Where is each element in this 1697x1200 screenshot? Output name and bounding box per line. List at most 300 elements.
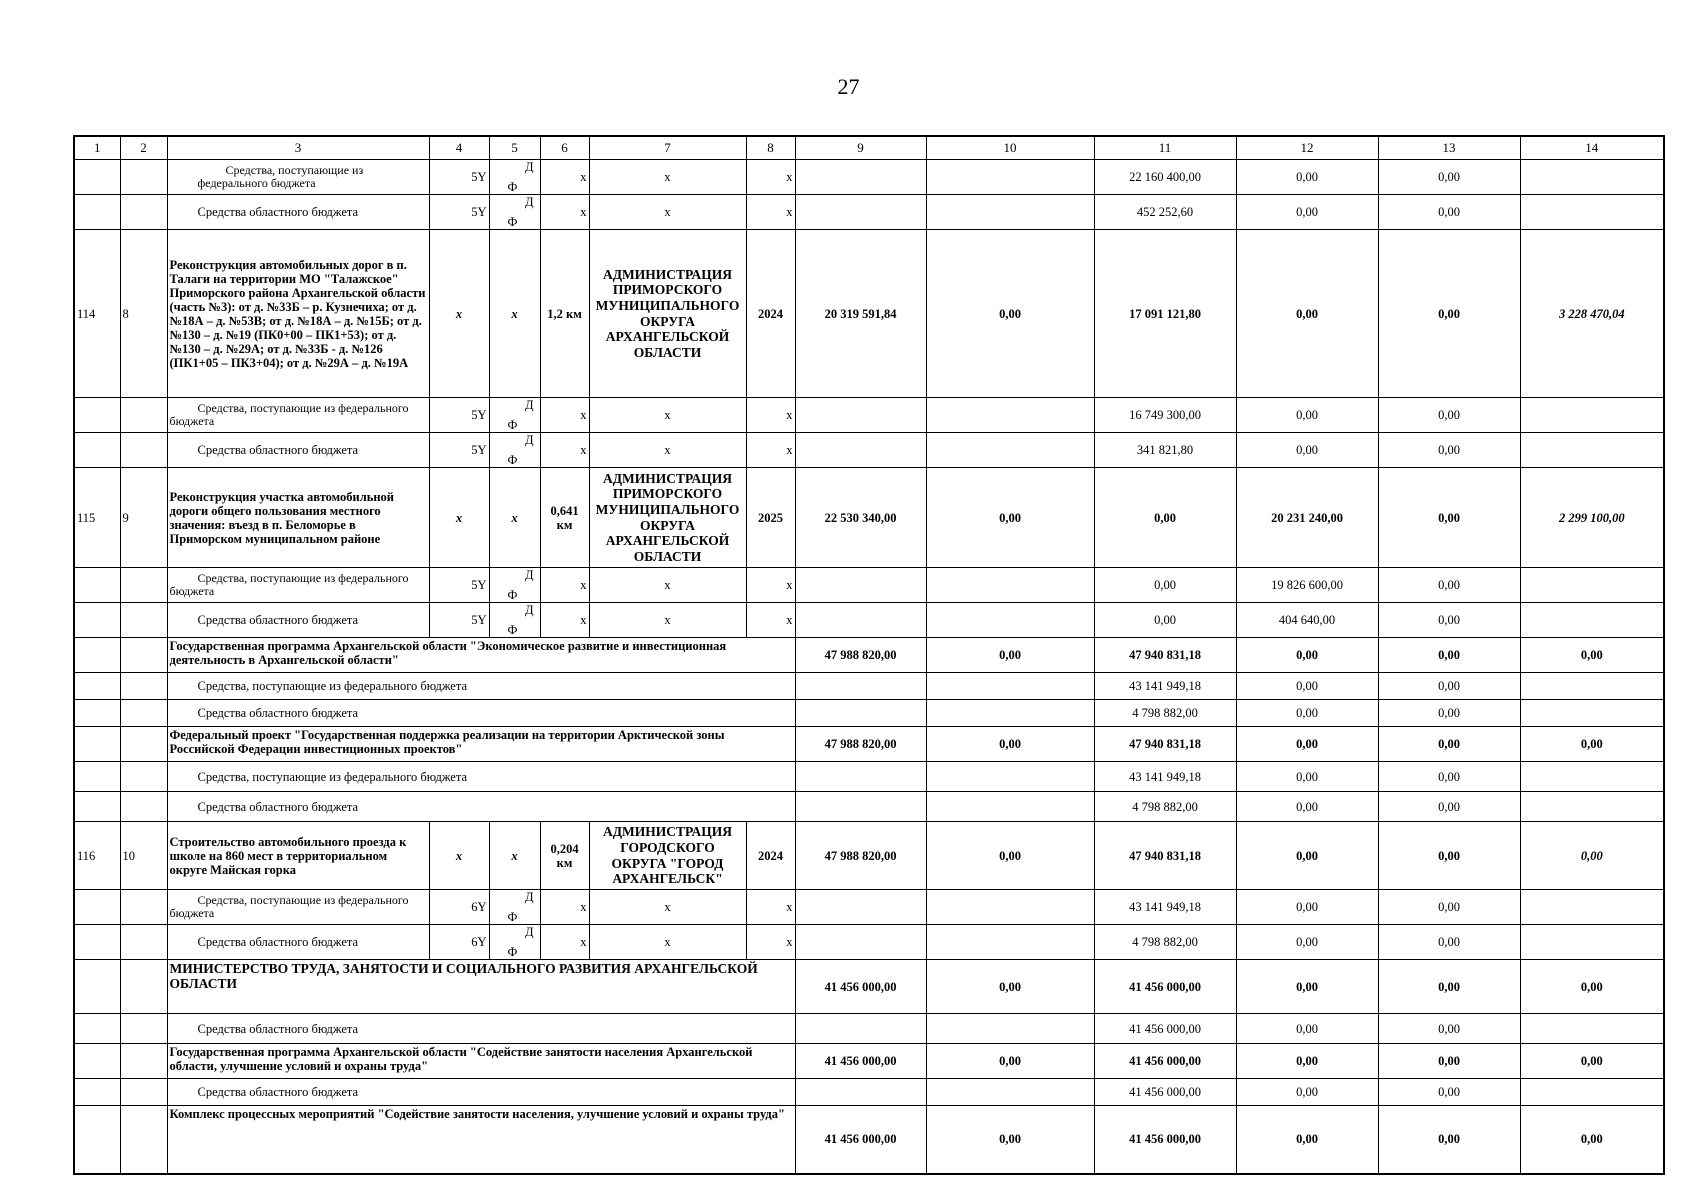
funding-source-label: Средства областного бюджета: [167, 925, 429, 960]
amount-cell: 0,00: [1520, 638, 1664, 673]
amount-cell: 20 319 591,84: [795, 230, 926, 398]
cell: [74, 160, 120, 195]
cell: [74, 960, 120, 1014]
amount-cell: 0,00: [1378, 195, 1520, 230]
amount-cell: 341 821,80: [1094, 433, 1236, 468]
code-cell: 5Y: [429, 603, 489, 638]
amount-cell: 0,00: [1236, 700, 1378, 727]
amount-cell: 4 798 882,00: [1094, 925, 1236, 960]
cell: [74, 727, 120, 762]
amount-cell: 0,00: [1378, 433, 1520, 468]
cell: [1520, 792, 1664, 822]
amount-cell: 47 940 831,18: [1094, 727, 1236, 762]
column-header: 3: [167, 136, 429, 160]
x-cell: x: [489, 230, 540, 398]
cell: [74, 1106, 120, 1174]
x-cell: x: [540, 160, 589, 195]
cell: [120, 960, 167, 1014]
cell: [1520, 603, 1664, 638]
object-name: Строительство автомобильного проезда к школе на 860 мест в территориальном округе Майская горка: [167, 822, 429, 890]
d-letter: Д: [524, 195, 534, 209]
x-cell: x: [429, 468, 489, 568]
year-cell: 2024: [746, 822, 795, 890]
cell: [926, 603, 1094, 638]
column-header: 2: [120, 136, 167, 160]
cell: [120, 890, 167, 925]
x-cell: x: [589, 398, 746, 433]
x-cell: x: [589, 195, 746, 230]
amount-cell: 0,00: [1378, 230, 1520, 398]
object-name: Реконструкция участка автомобильной дороги общего пользования местного значения: въезд в п. Беломорье в Приморском муниципальном районе: [167, 468, 429, 568]
amount-cell: 0,00: [926, 822, 1094, 890]
amount-cell: 0,00: [1520, 960, 1664, 1014]
project-row: [74, 468, 1664, 568]
cell: [120, 700, 167, 727]
x-cell: x: [746, 568, 795, 603]
x-cell: x: [540, 890, 589, 925]
cell: [74, 638, 120, 673]
cell: [795, 1079, 926, 1106]
amount-cell: 16 749 300,00: [1094, 398, 1236, 433]
x-cell: x: [540, 568, 589, 603]
amount-cell: 0,00: [1378, 1014, 1520, 1044]
column-header: 6: [540, 136, 589, 160]
header-row: [74, 136, 1664, 160]
table-row: [74, 398, 1664, 433]
amount-cell: 0,00: [1236, 727, 1378, 762]
cell: [926, 925, 1094, 960]
cell: [120, 925, 167, 960]
amount-cell: 0,00: [1094, 603, 1236, 638]
code-cell: 6Y: [429, 925, 489, 960]
amount-cell: 0,00: [1520, 822, 1664, 890]
amount-cell: 22 160 400,00: [1094, 160, 1236, 195]
cell: [120, 727, 167, 762]
program-row: [74, 727, 1664, 762]
amount-cell: 0,00: [1236, 638, 1378, 673]
funding-source-text: Средства, поступающие из федерального бюджета: [169, 400, 409, 428]
d-letter: Д: [524, 890, 534, 904]
cell: [74, 700, 120, 727]
amount-cell: 0,00: [1378, 603, 1520, 638]
amount-cell: 0,00: [1094, 468, 1236, 568]
code-cell: 5Y: [429, 398, 489, 433]
cell: [926, 433, 1094, 468]
cell: [795, 398, 926, 433]
amount-cell: 0,00: [1236, 822, 1378, 890]
cell: [795, 433, 926, 468]
amount-cell: 43 141 949,18: [1094, 762, 1236, 792]
amount-cell: 0,00: [1236, 890, 1378, 925]
amount-cell: 0,00: [1236, 195, 1378, 230]
code-cell: 6Y: [429, 890, 489, 925]
cell: [795, 673, 926, 700]
column-header: 13: [1378, 136, 1520, 160]
amount-cell: 3 228 470,04: [1520, 230, 1664, 398]
x-cell: x: [489, 822, 540, 890]
x-cell: x: [589, 925, 746, 960]
cell: [120, 673, 167, 700]
amount-cell: 0,00: [1378, 1044, 1520, 1079]
cell: [795, 195, 926, 230]
f-letter: Ф: [507, 180, 518, 194]
cell: [926, 762, 1094, 792]
f-letter: Ф: [507, 910, 518, 924]
d-letter: Д: [524, 568, 534, 582]
amount-cell: 0,00: [926, 1044, 1094, 1079]
amount-cell: 0,00: [926, 1106, 1094, 1174]
cell: [120, 195, 167, 230]
amount-cell: 22 530 340,00: [795, 468, 926, 568]
amount-cell: 2 299 100,00: [1520, 468, 1664, 568]
amount-cell: 0,00: [1236, 1079, 1378, 1106]
cell: [795, 792, 926, 822]
cell: [120, 160, 167, 195]
cell: [74, 890, 120, 925]
amount-cell: 17 091 121,80: [1094, 230, 1236, 398]
cell: [74, 568, 120, 603]
amount-cell: 41 456 000,00: [1094, 1014, 1236, 1044]
column-header: 11: [1094, 136, 1236, 160]
object-name: Реконструкция автомобильных дорог в п. Талаги на территории МО "Талажское" Приморского района Архангельской области (часть №3): от д. №33Б – р. Кузнечиха; от д. №18А – д. №53В; от д. №18А – д. №15Б; от д. №130 – д. №19 (ПК0+00 – ПК1+53); от д. №130 – д. №29А; от д. №33Б - д. №126 (ПК1+05 – ПК3+04); от д. №29А – д. №19А: [167, 230, 429, 398]
funding-source-label: Средства областного бюджета: [167, 1014, 795, 1044]
amount-cell: 0,00: [1378, 1106, 1520, 1174]
amount-cell: 0,00: [1236, 1044, 1378, 1079]
amount-cell: 43 141 949,18: [1094, 890, 1236, 925]
cell: [120, 1014, 167, 1044]
cell: [120, 762, 167, 792]
x-cell: x: [746, 195, 795, 230]
x-cell: x: [540, 398, 589, 433]
cell: [795, 1014, 926, 1044]
amount-cell: 41 456 000,00: [1094, 960, 1236, 1014]
amount-cell: 452 252,60: [1094, 195, 1236, 230]
amount-cell: 0,00: [1378, 925, 1520, 960]
amount-cell: 0,00: [1236, 792, 1378, 822]
cell: [120, 433, 167, 468]
amount-cell: 404 640,00: [1236, 603, 1378, 638]
cell: [1520, 433, 1664, 468]
x-cell: x: [589, 603, 746, 638]
amount-cell: 0,00: [1378, 960, 1520, 1014]
amount-cell: 41 456 000,00: [795, 1044, 926, 1079]
amount-cell: 0,00: [1378, 568, 1520, 603]
f-letter: Ф: [507, 945, 518, 959]
amount-cell: 41 456 000,00: [795, 1106, 926, 1174]
df-cell: [489, 433, 540, 468]
amount-cell: 41 456 000,00: [1094, 1106, 1236, 1174]
amount-cell: 0,00: [1236, 230, 1378, 398]
amount-cell: 0,00: [1378, 727, 1520, 762]
funding-source-label: Средства, поступающие из федерального бюджета: [167, 762, 795, 792]
program-title: Федеральный проект "Государственная поддержка реализации на территории Арктической зоны Российской Федерации инвестиционных проектов": [167, 727, 795, 762]
x-cell: x: [429, 822, 489, 890]
amount-cell: 41 456 000,00: [795, 960, 926, 1014]
cell: [795, 700, 926, 727]
budget-table: [73, 135, 1665, 1175]
page-number: 27: [837, 74, 860, 99]
amount-cell: 41 456 000,00: [1094, 1079, 1236, 1106]
column-header: 5: [489, 136, 540, 160]
df-cell: [489, 398, 540, 433]
table-row: [74, 195, 1664, 230]
amount-cell: 19 826 600,00: [1236, 568, 1378, 603]
amount-cell: 0,00: [1236, 398, 1378, 433]
cell: [1520, 398, 1664, 433]
cell: [74, 762, 120, 792]
cell: [74, 195, 120, 230]
f-letter: Ф: [507, 418, 518, 432]
d-letter: Д: [524, 603, 534, 617]
amount-cell: 0,00: [1236, 925, 1378, 960]
amount-cell: 0,00: [1236, 762, 1378, 792]
amount-cell: 0,00: [1236, 1106, 1378, 1174]
cell: [795, 568, 926, 603]
organization-cell: АДМИНИСТРАЦИЯ ГОРОДСКОГО ОКРУГА "ГОРОД АРХАНГЕЛЬСК": [589, 822, 746, 890]
table-row: [74, 700, 1664, 727]
f-letter: Ф: [507, 623, 518, 637]
funding-source-text: Средства, поступающие из федерального бюджета: [169, 892, 409, 920]
amount-cell: 0,00: [1520, 1106, 1664, 1174]
cell: [1520, 762, 1664, 792]
x-cell: x: [746, 433, 795, 468]
df-cell: [489, 195, 540, 230]
cell: [74, 433, 120, 468]
program-title: Государственная программа Архангельской области "Содействие занятости населения Архангельской области, улучшение условий и охраны труда": [167, 1044, 795, 1079]
program-title: Комплекс процессных мероприятий "Содействие занятости населения, улучшение условий и охраны труда": [167, 1106, 795, 1174]
amount-cell: 41 456 000,00: [1094, 1044, 1236, 1079]
funding-source-label: Средства областного бюджета: [167, 792, 795, 822]
program-row: [74, 638, 1664, 673]
cell: [926, 568, 1094, 603]
table-row: [74, 1079, 1664, 1106]
amount-cell: 0,00: [1378, 398, 1520, 433]
year-cell: 2024: [746, 230, 795, 398]
cell: [120, 1079, 167, 1106]
cell: [926, 195, 1094, 230]
table-row: [74, 890, 1664, 925]
x-cell: x: [429, 230, 489, 398]
column-header: 7: [589, 136, 746, 160]
amount-cell: 0,00: [1378, 822, 1520, 890]
x-cell: x: [746, 925, 795, 960]
table-row: [74, 925, 1664, 960]
amount-cell: 0,00: [1378, 762, 1520, 792]
cell: [74, 398, 120, 433]
amount-cell: 0,00: [1378, 638, 1520, 673]
cell: [74, 603, 120, 638]
amount-cell: 0,00: [1378, 792, 1520, 822]
length-cell: 0,204 км: [540, 822, 589, 890]
df-cell: [489, 160, 540, 195]
d-letter: Д: [524, 398, 534, 412]
cell: [926, 1079, 1094, 1106]
cell: [120, 638, 167, 673]
amount-cell: 0,00: [1378, 160, 1520, 195]
row-number: 114: [74, 230, 120, 398]
cell: [1520, 195, 1664, 230]
project-row: [74, 230, 1664, 398]
amount-cell: 0,00: [1236, 960, 1378, 1014]
funding-source-label: [167, 398, 429, 433]
table-row: [74, 603, 1664, 638]
amount-cell: 4 798 882,00: [1094, 792, 1236, 822]
x-cell: x: [489, 468, 540, 568]
df-cell: [489, 890, 540, 925]
amount-cell: 47 988 820,00: [795, 822, 926, 890]
cell: [74, 792, 120, 822]
df-cell: [489, 568, 540, 603]
cell: [1520, 890, 1664, 925]
ministry-row: [74, 960, 1664, 1014]
funding-source-label: Средства областного бюджета: [167, 433, 429, 468]
amount-cell: 0,00: [926, 727, 1094, 762]
cell: [1520, 925, 1664, 960]
x-cell: x: [589, 890, 746, 925]
amount-cell: 43 141 949,18: [1094, 673, 1236, 700]
cell: [1520, 1079, 1664, 1106]
row-subnumber: 8: [120, 230, 167, 398]
column-header: 8: [746, 136, 795, 160]
column-header: 14: [1520, 136, 1664, 160]
organization-cell: АДМИНИСТРАЦИЯ ПРИМОРСКОГО МУНИЦИПАЛЬНОГО ОКРУГА АРХАНГЕЛЬСКОЙ ОБЛАСТИ: [589, 468, 746, 568]
cell: [926, 792, 1094, 822]
amount-cell: 0,00: [1378, 468, 1520, 568]
funding-source-label: Средства областного бюджета: [167, 603, 429, 638]
code-cell: 5Y: [429, 568, 489, 603]
x-cell: x: [589, 568, 746, 603]
cell: [1520, 700, 1664, 727]
amount-cell: 0,00: [1378, 1079, 1520, 1106]
column-header: 4: [429, 136, 489, 160]
table-row: [74, 433, 1664, 468]
d-letter: Д: [524, 160, 534, 174]
d-letter: Д: [524, 433, 534, 447]
cell: [74, 1044, 120, 1079]
cell: [120, 792, 167, 822]
x-cell: x: [746, 890, 795, 925]
cell: [926, 160, 1094, 195]
cell: [926, 700, 1094, 727]
cell: [795, 890, 926, 925]
cell: [1520, 568, 1664, 603]
cell: [120, 603, 167, 638]
cell: [74, 1079, 120, 1106]
amount-cell: 0,00: [1520, 1044, 1664, 1079]
ministry-title: МИНИСТЕРСТВО ТРУДА, ЗАНЯТОСТИ И СОЦИАЛЬНОГО РАЗВИТИЯ АРХАНГЕЛЬСКОЙ ОБЛАСТИ: [167, 960, 795, 1014]
code-cell: 5Y: [429, 160, 489, 195]
cell: [74, 925, 120, 960]
row-subnumber: 10: [120, 822, 167, 890]
x-cell: x: [540, 603, 589, 638]
amount-cell: 0,00: [1236, 433, 1378, 468]
cell: [795, 925, 926, 960]
amount-cell: 0,00: [1378, 890, 1520, 925]
cell: [1520, 160, 1664, 195]
length-cell: 0,641 км: [540, 468, 589, 568]
amount-cell: 0,00: [1520, 727, 1664, 762]
funding-source-text: Средства, поступающие из федерального бюджета: [169, 570, 409, 598]
cell: [1520, 673, 1664, 700]
cell: [795, 603, 926, 638]
cell: [926, 398, 1094, 433]
length-cell: 1,2 км: [540, 230, 589, 398]
code-cell: 5Y: [429, 433, 489, 468]
row-subnumber: 9: [120, 468, 167, 568]
row-number: 115: [74, 468, 120, 568]
f-letter: Ф: [507, 588, 518, 602]
table-row: [74, 568, 1664, 603]
x-cell: x: [589, 433, 746, 468]
x-cell: x: [746, 603, 795, 638]
column-header: 9: [795, 136, 926, 160]
funding-source-label: [167, 568, 429, 603]
code-cell: 5Y: [429, 195, 489, 230]
cell: [1520, 1014, 1664, 1044]
cell: [120, 568, 167, 603]
funding-source-label: Средства областного бюджета: [167, 195, 429, 230]
year-cell: 2025: [746, 468, 795, 568]
d-letter: Д: [524, 925, 534, 939]
funding-source-label: Средства, поступающие из федерального бюджета: [167, 673, 795, 700]
df-cell: [489, 603, 540, 638]
funding-source-label: Средства областного бюджета: [167, 1079, 795, 1106]
program-row: [74, 1044, 1664, 1079]
cell: [926, 890, 1094, 925]
x-cell: x: [540, 433, 589, 468]
cell: [120, 398, 167, 433]
cell: [120, 1044, 167, 1079]
amount-cell: 0,00: [926, 638, 1094, 673]
table-row: [74, 762, 1664, 792]
program-title: Государственная программа Архангельской области "Экономическое развитие и инвестиционная деятельность в Архангельской области": [167, 638, 795, 673]
amount-cell: 47 940 831,18: [1094, 638, 1236, 673]
funding-source-label: [167, 160, 429, 195]
amount-cell: 0,00: [926, 230, 1094, 398]
amount-cell: 4 798 882,00: [1094, 700, 1236, 727]
funding-source-label: Средства областного бюджета: [167, 700, 795, 727]
x-cell: x: [589, 160, 746, 195]
cell: [74, 1014, 120, 1044]
x-cell: x: [746, 160, 795, 195]
f-letter: Ф: [507, 215, 518, 229]
amount-cell: 0,00: [1236, 673, 1378, 700]
amount-cell: 0,00: [926, 468, 1094, 568]
x-cell: x: [540, 925, 589, 960]
df-cell: [489, 925, 540, 960]
f-letter: Ф: [507, 453, 518, 467]
cell: [120, 1106, 167, 1174]
amount-cell: 47 988 820,00: [795, 638, 926, 673]
cell: [926, 673, 1094, 700]
funding-source-label: [167, 890, 429, 925]
amount-cell: 47 988 820,00: [795, 727, 926, 762]
project-row: [74, 822, 1664, 890]
amount-cell: 0,00: [926, 960, 1094, 1014]
amount-cell: 0,00: [1236, 1014, 1378, 1044]
amount-cell: 0,00: [1094, 568, 1236, 603]
column-header: 10: [926, 136, 1094, 160]
table-row: [74, 1014, 1664, 1044]
column-header: 1: [74, 136, 120, 160]
table-row: [74, 673, 1664, 700]
amount-cell: 20 231 240,00: [1236, 468, 1378, 568]
x-cell: x: [746, 398, 795, 433]
funding-source-text: Средства, поступающие из федерального бюджета: [197, 162, 364, 190]
amount-cell: 0,00: [1378, 700, 1520, 727]
column-header: 12: [1236, 136, 1378, 160]
cell: [795, 762, 926, 792]
